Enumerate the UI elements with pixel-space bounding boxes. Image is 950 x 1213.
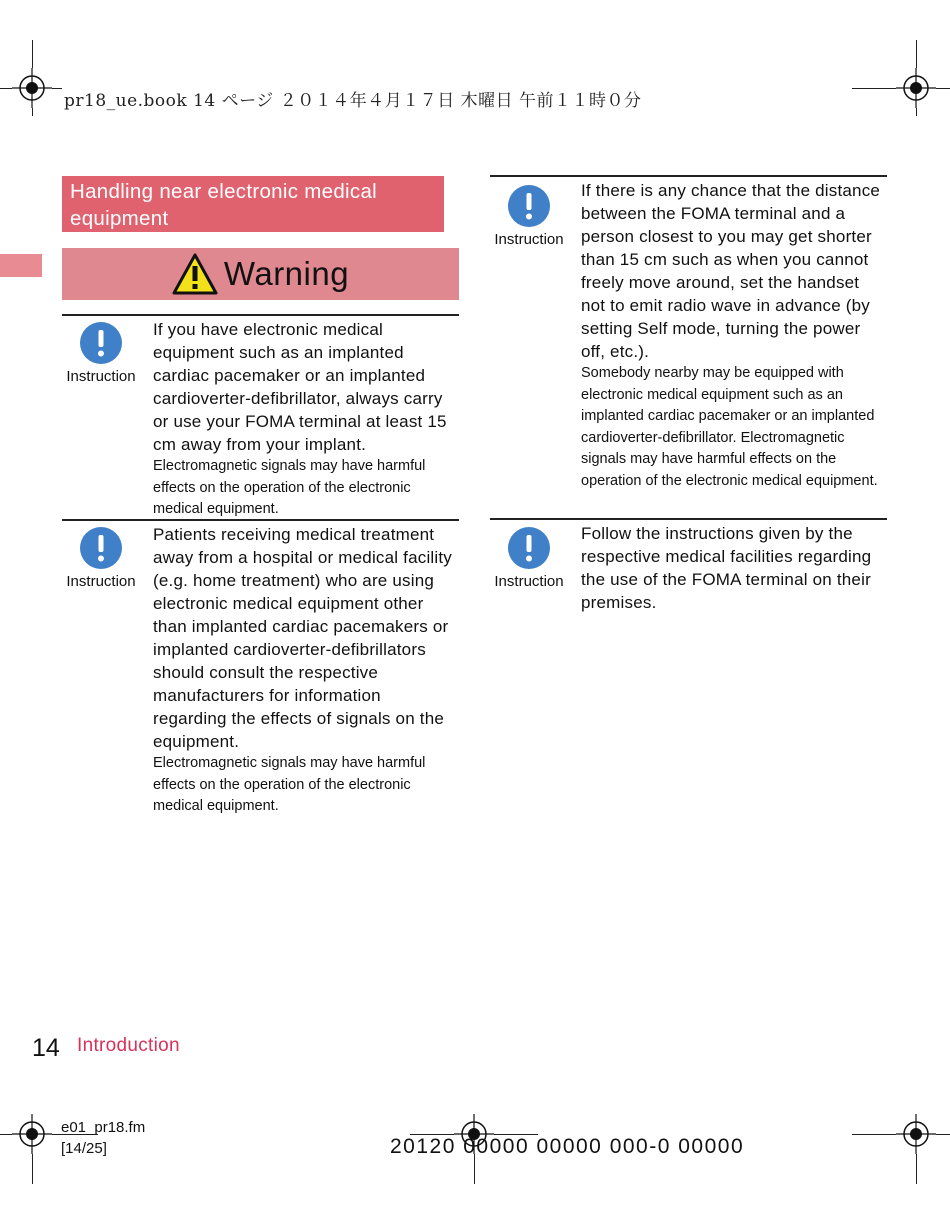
divider [490, 175, 887, 177]
divider [62, 314, 459, 316]
section-title: Handling near electronic medical equipment [62, 176, 444, 232]
print-header: pr18_ue.book 14 ページ ２０１４年４月１７日 木曜日 午前１１時０分 [64, 91, 642, 111]
footer-code: 20120 00000 00000 000-0 00000 [390, 1135, 745, 1158]
instruction-icon [80, 527, 122, 569]
warning-triangle-icon [172, 253, 218, 295]
registration-mark-icon [12, 68, 52, 108]
crop-line [0, 88, 12, 89]
crop-line [32, 40, 33, 68]
instruction-badge [490, 185, 568, 248]
instruction-icon [80, 322, 122, 364]
crop-line [936, 88, 950, 89]
crop-line [916, 40, 917, 68]
crop-line [52, 88, 62, 89]
instruction-badge [62, 322, 140, 385]
divider [62, 519, 459, 521]
item-body [153, 523, 459, 818]
crop-line [852, 1134, 896, 1135]
item-note: Somebody nearby may be equipped with electronic medical equipment such as an implanted cardiac pacemaker or an implanted cardioverter-defibrillator. Electromagnetic signals may have harmful effects on the operation of the electronic medical equipment. [581, 365, 878, 489]
registration-mark-icon [896, 68, 936, 108]
crop-line [0, 1134, 12, 1135]
instruction-icon [508, 185, 550, 227]
instruction-badge [62, 527, 140, 590]
warning-label: Warning [223, 255, 350, 292]
crop-line [936, 1134, 950, 1135]
item-text: If there is any chance that the distance between the FOMA terminal and a person closest to you may get shorter than 15 cm such as when you cannot freely move around, set the handset not to emit radio wave in advance (by setting Self mode, turning the power off, etc.). [581, 181, 881, 361]
item-text: If you have electronic medical equipment such as an implanted cardiac pacemaker or an implanted cardioverter-defibrillator, always carry or use your FOMA terminal at least 15 cm away from your implant. [153, 320, 447, 454]
chapter-side-tab [0, 254, 42, 277]
page-number: 14 [32, 1034, 60, 1062]
crop-line [916, 1154, 917, 1184]
warning-banner [62, 248, 459, 300]
instruction-badge [490, 527, 568, 590]
item-note: Electromagnetic signals may have harmful effects on the operation of the electronic medical equipment. [153, 458, 426, 517]
footer-file-info [61, 1117, 145, 1159]
item-body [581, 522, 887, 614]
item-body [153, 318, 459, 521]
crop-line [32, 1154, 33, 1184]
instruction-label: Instruction [66, 368, 136, 385]
registration-mark-icon [896, 1114, 936, 1154]
item-text: Patients receiving medical treatment away from a hospital or medical facility (e.g. home treatment) who are using electronic medical equipment other than implanted cardiac pacemakers or implanted cardioverter-defibrillators should consult the respective manufacturers for information regarding the effects of signals on the equipment. [153, 525, 453, 751]
instruction-icon [508, 527, 550, 569]
instruction-label: Instruction [66, 573, 136, 590]
instruction-label: Instruction [494, 573, 564, 590]
item-body [581, 179, 887, 492]
crop-line [32, 108, 33, 116]
registration-mark-icon [12, 1114, 52, 1154]
page-ratio: [14/25] [61, 1140, 107, 1157]
crop-line [852, 88, 896, 89]
section-name: Introduction [77, 1035, 180, 1056]
divider [490, 518, 887, 520]
instruction-label: Instruction [494, 231, 564, 248]
file-name: e01_pr18.fm [61, 1119, 146, 1136]
crop-line [916, 108, 917, 116]
item-text: Follow the instructions given by the respective medical facilities regarding the use of the FOMA terminal on their premises. [581, 524, 872, 612]
item-note: Electromagnetic signals may have harmful effects on the operation of the electronic medical equipment. [153, 755, 426, 814]
